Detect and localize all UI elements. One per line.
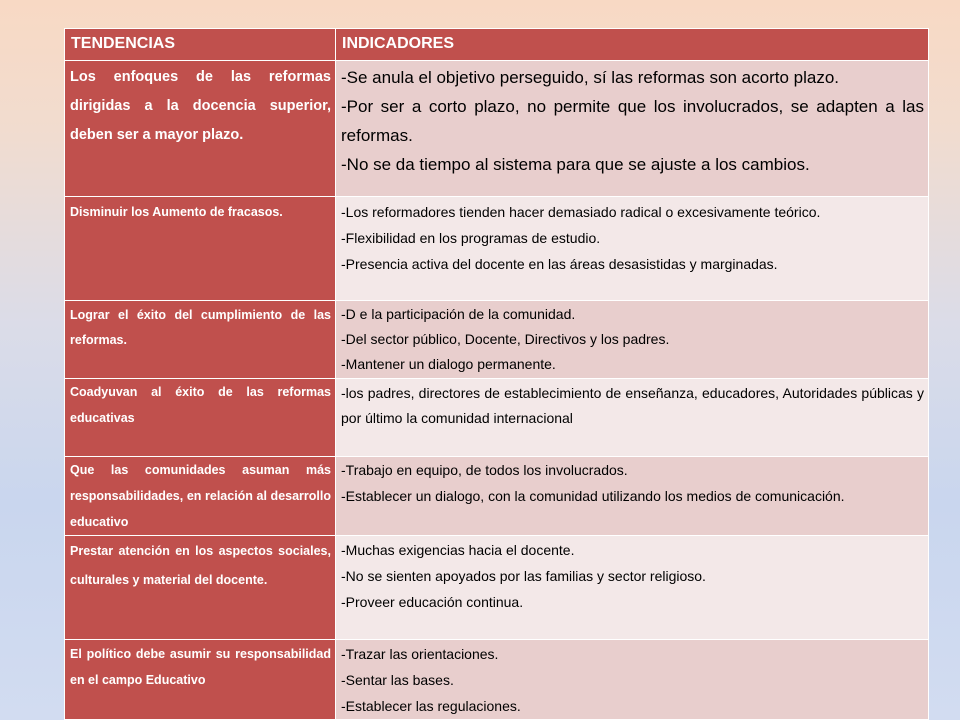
indicators-cell xyxy=(336,61,929,197)
header-indicadores: INDICADORES xyxy=(336,29,929,61)
indicator-item: -Trabajo en equipo, de todos los involucrados. xyxy=(341,462,628,478)
indicators-cell xyxy=(336,379,929,457)
indicator-item: -Mantener un dialogo permanente. xyxy=(341,356,556,372)
indicator-item: -Por ser a corto plazo, no permite que los involucrados, se adapten a las reformas. xyxy=(341,97,924,145)
header-tendencias: TENDENCIAS xyxy=(65,29,336,61)
indicator-item: -No se sienten apoyados por las familias y sector religioso. xyxy=(341,568,706,584)
table-row xyxy=(65,457,929,536)
indicators-cell xyxy=(336,197,929,301)
indicator-item: -Del sector público, Docente, Directivos y los padres. xyxy=(341,331,670,347)
indicators-cell xyxy=(336,301,929,379)
table-row xyxy=(65,640,929,720)
indicator-item: -Los reformadores tienden hacer demasiado radical o excesivamente teórico. xyxy=(341,204,821,220)
table-row xyxy=(65,301,929,379)
indicators-cell xyxy=(336,457,929,536)
indicator-item: -los padres, directores de establecimiento de enseñanza, educadores, Autoridades públicas y por último la comunidad internacional xyxy=(341,385,924,426)
trend-cell: Lograr el éxito del cumplimiento de las reformas. xyxy=(65,301,336,379)
indicator-item: -No se da tiempo al sistema para que se ajuste a los cambios. xyxy=(341,155,810,174)
indicators-cell xyxy=(336,640,929,720)
indicator-item: -Trazar las orientaciones. xyxy=(341,646,499,662)
trend-cell: Los enfoques de las reformas dirigidas a la docencia superior, deben ser a mayor plazo. xyxy=(65,61,336,197)
indicator-item: -Se anula el objetivo perseguido, sí las reformas son acorto plazo. xyxy=(341,68,839,87)
trend-cell: Prestar atención en los aspectos sociales, culturales y material del docente. xyxy=(65,536,336,640)
indicator-item: -Presencia activa del docente en las áreas desasistidas y marginadas. xyxy=(341,256,778,272)
indicator-item: -Establecer un dialogo, con la comunidad utilizando los medios de comunicación. xyxy=(341,488,845,504)
indicator-item: -Flexibilidad en los programas de estudio. xyxy=(341,230,601,246)
indicator-item: -Sentar las bases. xyxy=(341,672,454,688)
indicator-item: -Muchas exigencias hacia el docente. xyxy=(341,542,575,558)
table-row xyxy=(65,61,929,197)
indicator-item: -D e la participación de la comunidad. xyxy=(341,306,576,322)
indicator-item: -Establecer las regulaciones. xyxy=(341,698,521,714)
trends-indicators-table xyxy=(64,28,929,720)
table-row xyxy=(65,536,929,640)
trend-cell: Que las comunidades asuman más responsabilidades, en relación al desarrollo educativo xyxy=(65,457,336,536)
trend-cell: Coadyuvan al éxito de las reformas educativas xyxy=(65,379,336,457)
table-row xyxy=(65,197,929,301)
indicators-cell xyxy=(336,536,929,640)
table-header-row xyxy=(65,29,929,61)
trend-cell: El político debe asumir su responsabilidad en el campo Educativo xyxy=(65,640,336,720)
table-row xyxy=(65,379,929,457)
trend-cell: Disminuir los Aumento de fracasos. xyxy=(65,197,336,301)
indicator-item: -Proveer educación continua. xyxy=(341,594,524,610)
